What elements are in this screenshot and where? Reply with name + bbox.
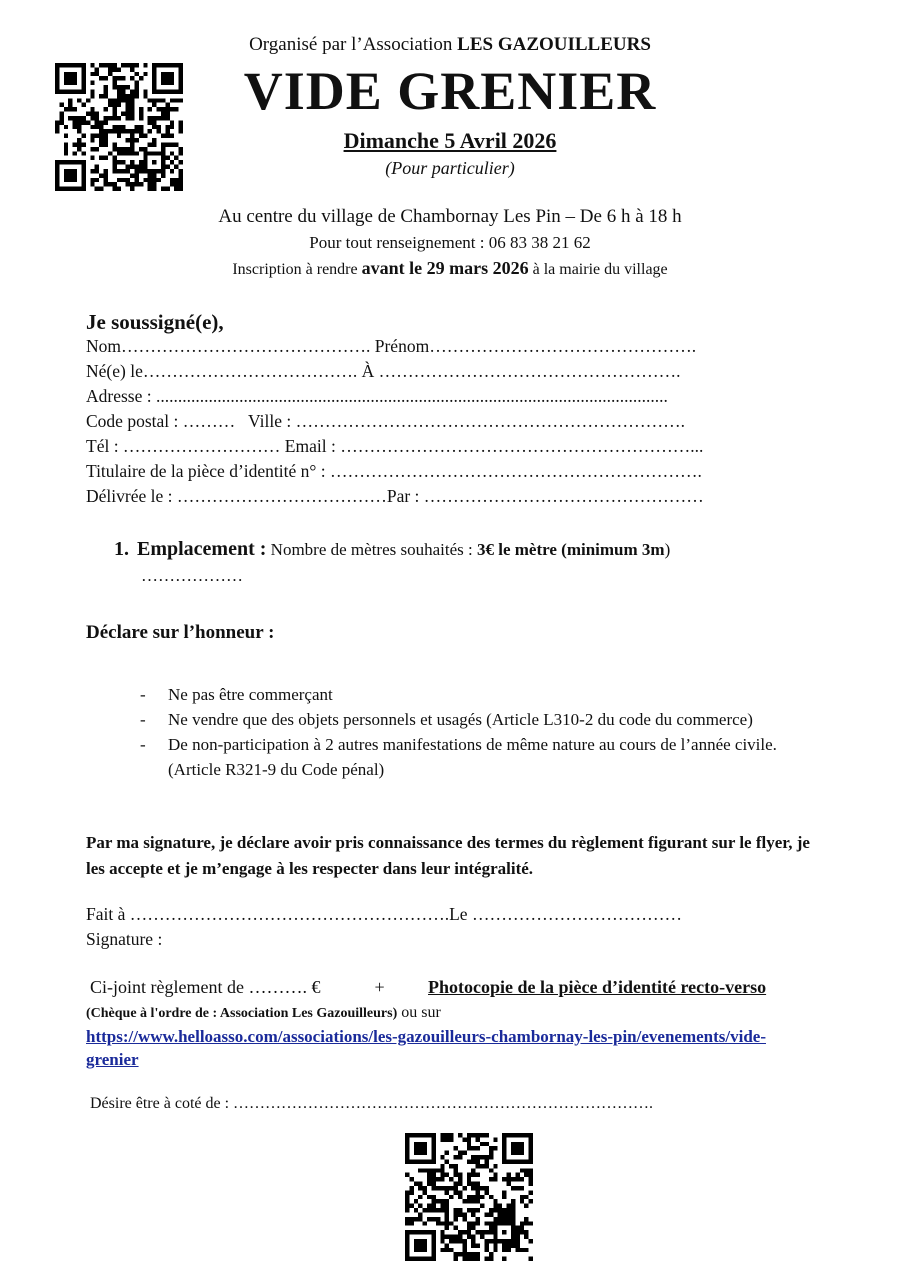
ou-sur-text: ou sur (397, 1004, 441, 1021)
signature-statement: Par ma signature, je déclare avoir pris connaissance des termes du règlement figurant sur le flyer, je les accepte et je m’engage à les respecter dans leur intégralité. (86, 833, 810, 878)
field-tel-email[interactable]: Tél : ……………………… Email : ……………………………………………………... (86, 436, 704, 456)
declaration-list (140, 682, 800, 782)
list-item (140, 682, 800, 707)
field-code-postal-ville[interactable]: Code postal : ……… Ville : …………………………………………………………. (86, 411, 685, 431)
photocopie-requirement (428, 977, 766, 998)
bullet-dash: - (140, 710, 146, 729)
field-naissance[interactable]: Né(e) le………………………………. À ……………………………………………. (86, 361, 681, 381)
emplacement-label: Emplacement : (137, 538, 267, 560)
emplacement-close: ) (664, 540, 671, 559)
form-heading: Je soussigné(e), (86, 310, 224, 334)
organiser-prefix: Organisé par l’Association (249, 34, 458, 55)
inscription-prefix: Inscription à rendre (232, 261, 362, 278)
declaration-text: De non-participation à 2 autres manifestations de même nature au cours de l’année civile. (Article R321-9 du Code pénal) (168, 735, 777, 779)
declaration-text: Ne pas être commerçant (168, 685, 333, 704)
emplacement-number: 1. (114, 538, 129, 560)
signature-label: Signature : (86, 929, 163, 949)
declaration-text: Ne vendre que des objets personnels et usagés (Article L310-2 du code du commerce) (168, 710, 753, 729)
field-delivree[interactable]: Délivrée le : ………………………………Par : ………………………………………… (86, 486, 704, 506)
declaration-heading: Déclare sur l’honneur : (86, 622, 275, 643)
cheque-info (86, 1004, 441, 1022)
organiser-name: LES GAZOUILLEURS (457, 34, 651, 55)
bullet-dash: - (140, 735, 146, 754)
page-title: VIDE GRENIER (243, 61, 657, 121)
emplacement-text: Nombre de mètres souhaités : (266, 540, 477, 559)
event-location: Au centre du village de Chambornay Les Pin – De 6 h à 18 h (218, 206, 682, 227)
inscription-deadline (0, 258, 900, 279)
emplacement-item (114, 538, 670, 561)
field-piece-identite[interactable]: Titulaire de la pièce d’identité n° : ………………………………………………………. (86, 461, 702, 481)
list-item (140, 707, 800, 732)
emplacement-meters-field[interactable]: ……………… (141, 566, 243, 585)
field-reglement[interactable]: Ci-joint règlement de ………. € + (90, 977, 390, 997)
field-fait-le[interactable]: Fait à ……………………………………………….Le ……………………………… (86, 904, 682, 924)
list-item (140, 732, 800, 782)
organiser-line (0, 34, 900, 56)
field-nom-prenom[interactable]: Nom……………………………………. Prénom………………………………………. (86, 336, 697, 356)
event-audience: (Pour particulier) (385, 158, 515, 178)
event-date: Dimanche 5 Avril 2026 (343, 128, 557, 153)
field-voisin[interactable]: Désire être à coté de : ……………………………………………………………………. (90, 1095, 654, 1112)
photocopie-text: Photocopie de la pièce d’identité recto-verso (428, 977, 767, 997)
inscription-suffix: à la mairie du village (528, 261, 668, 278)
field-adresse[interactable]: Adresse : ..................................................................................................................... (86, 386, 668, 406)
emplacement-price: 3€ le mètre (minimum 3m (476, 540, 665, 559)
qr-code-icon[interactable] (405, 1133, 533, 1261)
cheque-text: (Chèque à l'ordre de : Association Les Gazouilleurs) (86, 1006, 398, 1021)
bullet-dash: - (140, 685, 146, 704)
helloasso-link[interactable]: https://www.helloasso.com/associations/les-gazouilleurs-chambornay-les-pin/evenements/vide-grenier (86, 1027, 766, 1069)
contact-info: Pour tout renseignement : 06 83 38 21 62 (309, 233, 591, 252)
inscription-date: avant le 29 mars 2026 (361, 258, 529, 278)
